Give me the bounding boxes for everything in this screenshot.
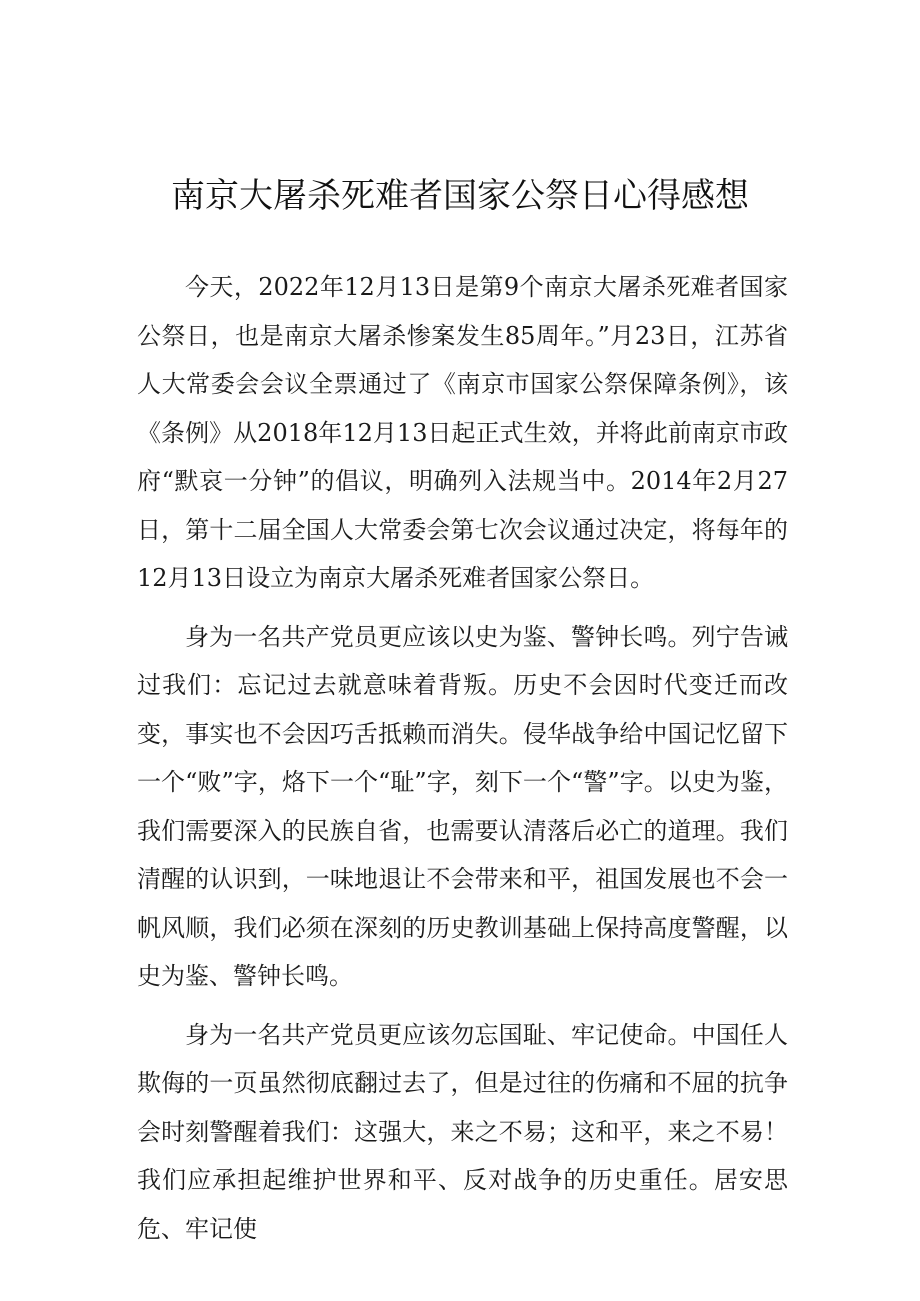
document-body xyxy=(137,263,788,1263)
paragraph-1: 今天，2022年12月13日是第9个南京大屠杀死难者国家公祭日，也是南京大屠杀惨案发生85周年。”月23日，江苏省人大常委会会议全票通过了《南京市国家公祭保障条例》，该《条例》从2018年12月13日起正式生效，并将此前南京市政府“默哀一分钟”的倡议，明确列入法规当中。2014年2月27日，第十二届全国人大常委会第七次会议通过决定，将每年的12月13日设立为南京大屠杀死难者国家公祭日。 xyxy=(137,273,788,592)
paragraph-3: 身为一名共产党员更应该勿忘国耻、牢记使命。中国任人欺侮的一页虽然彻底翻过去了，但是过往的伤痛和不屈的抗争会时刻警醒着我们：这强大，来之不易；这和平，来之不易！我们应承担起维护世界和平、反对战争的历史重任。居安思危、牢记使 xyxy=(137,1020,788,1243)
paragraph-2: 身为一名共产党员更应该以史为鉴、警钟长鸣。列宁告诫过我们：忘记过去就意味着背叛。历史不会因时代变迁而改变，事实也不会因巧舌抵赖而消失。侵华战争给中国记忆留下一个“败”字，烙下一个“耻”字，刻下一个“警”字。以史为鉴，我们需要深入的民族自省，也需要认清落后必亡的道理。我们清醒的认识到，一味地退让不会带来和平，祖国发展也不会一帆风顺，我们必须在深刻的历史教训基础上保持高度警醒，以史为鉴、警钟长鸣。 xyxy=(137,622,788,990)
document-title: 南京大屠杀死难者国家公祭日心得感想 xyxy=(171,176,749,216)
